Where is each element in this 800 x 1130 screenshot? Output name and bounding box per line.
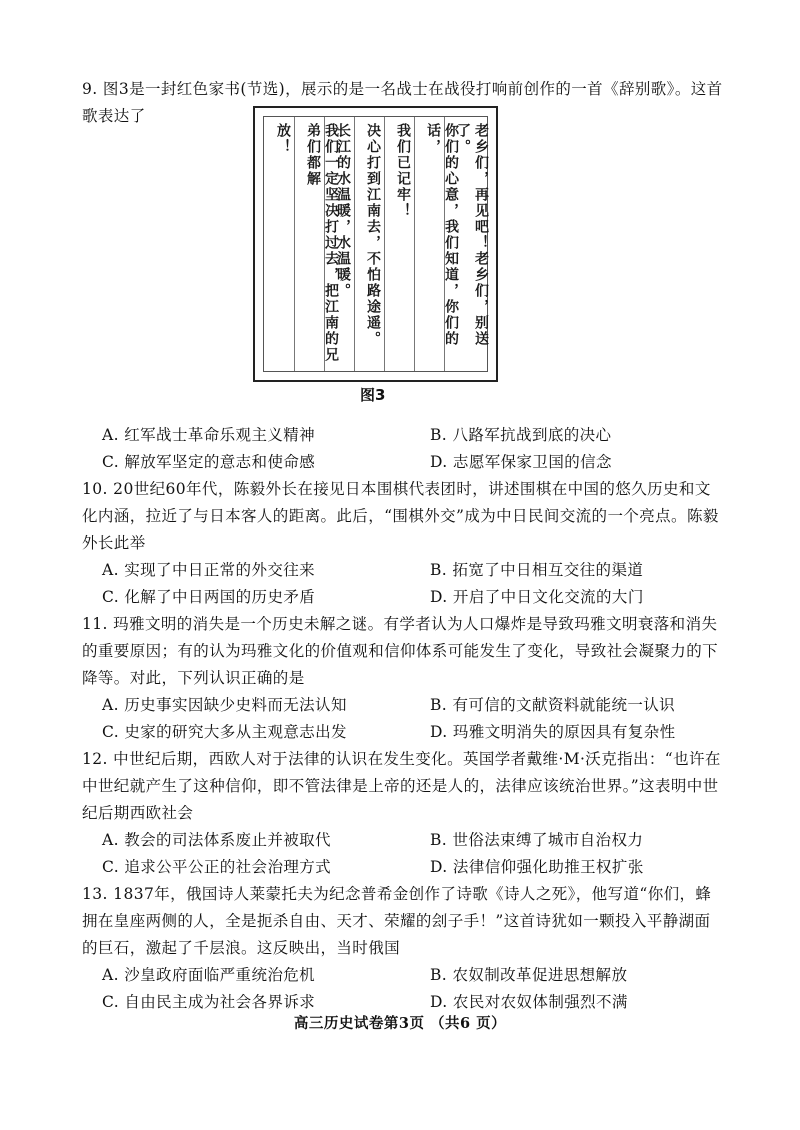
q13-stem: 13. 1837年，俄国诗人莱蒙托夫为纪念普希金创作了诗歌《诗人之死》，他写道“你们，蜂拥在皇座两侧的人，全是扼杀自由、天才、荣耀的刽子手！”这首诗犹如一颗投入平静湖面的巨石，激起了千层浪。这反映出，当时俄国 [82,885,712,957]
q9-option-a[interactable]: A. 红军战士革命乐观主义精神 [102,426,316,444]
q11-option-b[interactable]: B. 有可信的文献资料就能统一认识 [430,696,676,714]
q13-option-a[interactable]: A. 沙皇政府面临严重统治危机 [102,966,316,984]
q9-stem: 9. 图3是一封红色家书(节选)，展示的是一名战士在战役打响前创作的一首《辞别歌》。这首歌表达了 [82,80,723,125]
letter-column-6: 我们一定坚决打过去，把江南的兄弟们都解 [305,123,339,363]
q10-option-c[interactable]: C. 化解了中日两国的历史矛盾 [102,588,316,606]
q9-option-d[interactable]: D. 志愿军保家卫国的信念 [430,453,612,471]
letter-figure-frame [263,116,488,372]
page-footer: 高三历史试卷第3页 （共6 页） [293,1015,507,1032]
column-rule [294,117,295,371]
q12-option-a[interactable]: A. 教会的司法体系废止并被取代 [102,831,331,849]
q10-option-a[interactable]: A. 实现了中日正常的外交往来 [102,561,316,579]
q10-option-b[interactable]: B. 拓宽了中日相互交往的渠道 [430,561,644,579]
letter-column-2: 你们的心意，我们知道，你们的话， [425,123,459,347]
letter-column-1: 老乡们，再见吧！老乡们，别送了。 [455,123,489,347]
figure-caption: 图3 [360,386,386,404]
q12-option-d[interactable]: D. 法律信仰强化助推王权扩张 [430,858,644,876]
column-rule [384,117,385,371]
q12-option-c[interactable]: C. 追求公平公正的社会治理方式 [102,858,332,876]
column-rule [414,117,415,371]
letter-column-4: 决心打到江南去，不怕路途遥。 [365,123,381,347]
q9-option-c[interactable]: C. 解放军坚定的意志和使命感 [102,453,316,471]
q11-option-d[interactable]: D. 玛雅文明消失的原因具有复杂性 [430,723,676,741]
letter-column-5: 长江的水温暖，水温暖。 [335,123,351,299]
letter-column-3: 我们已记牢！ [395,123,411,219]
q12-stem: 12. 中世纪后期，西欧人对于法律的认识在发生变化。英国学者戴维·M·沃克指出：“也许在中世纪就产生了这种信仰，即不管法律是上帝的还是人的，法律应该统治世界。”这表明中世纪后期西欧社会 [82,750,721,822]
q13-option-d[interactable]: D. 农民对农奴体制强烈不满 [430,993,628,1011]
letter-figure [253,106,498,382]
q12-option-b[interactable]: B. 世俗法束缚了城市自治权力 [430,831,644,849]
q13-option-c[interactable]: C. 自由民主成为社会各界诉求 [102,993,316,1011]
q9-option-b[interactable]: B. 八路军抗战到底的决心 [430,426,612,444]
q11-stem: 11. 玛雅文明的消失是一个历史未解之谜。有学者认为人口爆炸是导致玛雅文明衰落和消失的重要原因；有的认为玛雅文化的价值观和信仰体系可能发生了变化，导致社会凝聚力的下降等。对此，下列认识正确的是 [82,615,719,687]
letter-column-7: 放！ [275,123,291,155]
q10-stem: 10. 20世纪60年代，陈毅外长在接见日本围棋代表团时，讲述围棋在中国的悠久历史和文化内涵，拉近了与日本客人的距离。此后，“围棋外交”成为中日民间交流的一个亮点。陈毅外长此举 [82,480,719,552]
q10-option-d[interactable]: D. 开启了中日文化交流的大门 [430,588,644,606]
q11-option-c[interactable]: C. 史家的研究大多从主观意志出发 [102,723,347,741]
q11-option-a[interactable]: A. 历史事实因缺少史料而无法认知 [102,696,347,714]
q13-option-b[interactable]: B. 农奴制改革促进思想解放 [430,966,628,984]
column-rule [354,117,355,371]
